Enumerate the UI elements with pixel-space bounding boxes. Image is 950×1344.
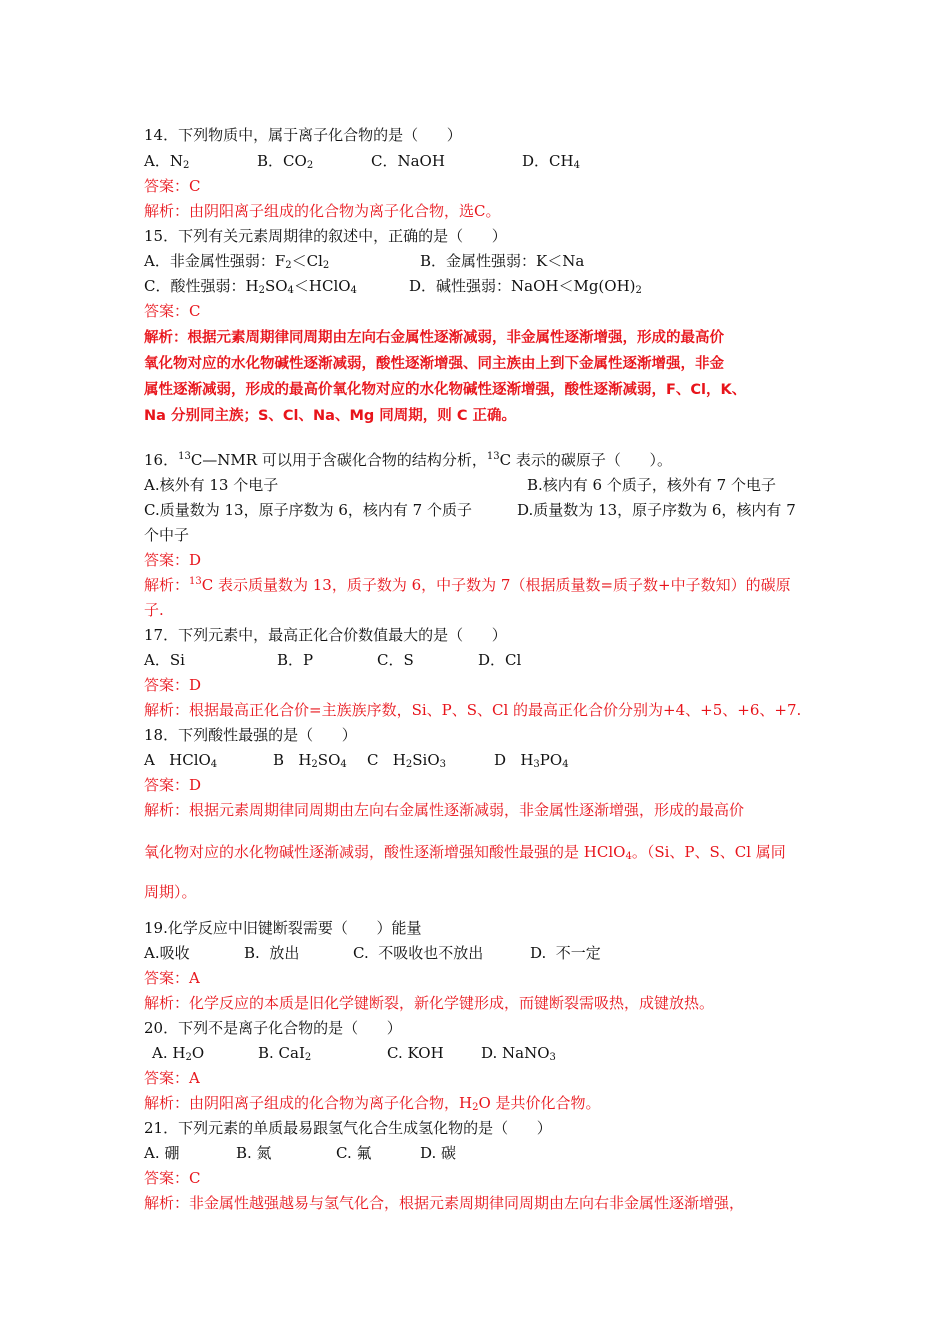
q14-option-a: A．$N_2$ [144,152,190,171]
question-21-stem: 21．下列元素的单质最易跟氢气化合生成氢化物的是（ ） [144,1119,552,1137]
q21-option-d: D. 碳 [420,1144,457,1162]
q14-option-c: C．NaOH [371,152,445,170]
question-15-stem: 15．下列有关元素周期律的叙述中，正确的是（ ） [144,227,507,245]
q15-option-d: D．碱性强弱：$NaOH<Mg(OH)_2$ [409,277,642,296]
q19-option-d: D. 不一定 [530,944,601,962]
q19-option-a: A.吸收 [144,944,190,962]
q19-answer: 答案：A [144,969,200,987]
q15-analysis-line-4: Na 分别同主族；S、Cl、Na、Mg 同周期，则 C 正确。 [144,408,517,424]
q21-analysis: 解析：非金属性越强越易与氢气化合，根据元素周期律同周期由左向右非金属性逐渐增强， [144,1194,745,1212]
q15-option-a: A．非金属性强弱：$F_2<Cl_2$ [144,252,330,271]
q21-answer: 答案：C [144,1169,201,1187]
q16-answer: 答案：D [144,551,202,569]
q21-option-c: C. 氟 [336,1144,372,1162]
q18-option-c: C $H_2SiO_3$ [367,751,446,770]
q19-analysis: 解析：化学反应的本质是旧化学键断裂，新化学键形成，而键断裂需吸热，成键放热。 [144,994,715,1012]
question-19-stem: 19.化学反应中旧键断裂需要（ ）能量 [144,919,422,937]
q17-option-d: D．Cl [478,651,522,669]
q18-analysis-line-3: 周期）。 [144,883,197,901]
q20-answer: 答案：A [144,1069,200,1087]
q20-option-c: C. KOH [387,1044,444,1062]
q15-analysis-line-2: 氧化物对应的水化物碱性逐渐减弱，酸性逐渐增强、同主族由上到下金属性逐渐增强，非金 [144,356,724,372]
q18-answer: 答案：D [144,776,202,794]
q14-answer: 答案：C [144,177,201,195]
q18-option-d: D $H_3PO_4$ [494,751,569,770]
q18-option-a: A HClO$_4$ [144,751,218,770]
q18-option-b: B $H_2SO_4$ [273,751,347,770]
q19-option-c: C. 不吸收也不放出 [353,944,484,962]
q16-option-b: B.核内有 6 个质子，核外有 7 个电子 [527,476,776,494]
question-17-stem: 17．下列元素中，最高正化合价数值最大的是（ ） [144,626,507,644]
q15-option-b: B．金属性强弱：K＜Na [420,252,585,270]
q15-analysis-line-3: 属性逐渐减弱，形成的最高价氧化物对应的水化物碱性逐渐增强，酸性逐渐减弱，F、Cl，K、 [144,382,747,398]
q20-analysis: 解析：由阴阳离子组成的化合物为离子化合物，$H_2O$ 是共价化合物。 [144,1094,601,1113]
q17-analysis: 解析：根据最高正化合价=主族族序数，Si、P、S、Cl 的最高正化合价分别为+4、+5、+6、+7. [144,701,802,719]
q16-option-d-continued: 个中子 [144,526,190,544]
q15-option-c: C．酸性强弱：$H_2SO_4<HClO_4$ [144,277,357,296]
q16-option-c: C.质量数为 13，原子序数为 6，核内有 7 个质子 [144,501,472,519]
question-16-stem: 16．$^{13}$C—NMR 可以用于含碳化合物的结构分析，$^{13}$C 表示的碳原子（ ）。 [144,451,672,469]
q19-option-b: B. 放出 [244,944,300,962]
q16-option-d: D.质量数为 13，原子序数为 6，核内有 7 [517,501,796,519]
question-18-stem: 18．下列酸性最强的是（ ） [144,726,357,744]
question-20-stem: 20．下列不是离子化合物的是（ ） [144,1019,402,1037]
question-14-stem: 14．下列物质中，属于离子化合物的是（ ） [144,126,462,144]
q21-option-b: B. 氮 [236,1144,272,1162]
q17-option-c: C．S [377,651,414,669]
q16-option-a: A.核外有 13 个电子 [144,476,279,494]
q17-option-b: B．P [277,651,314,669]
q15-analysis-line-1: 解析：根据元素周期律同周期由左向右金属性逐渐减弱，非金属性逐渐增强，形成的最高价 [144,330,724,346]
q20-option-d: D. NaNO$_3$ [481,1044,556,1063]
q20-option-b: B. CaI$_2$ [258,1044,312,1063]
q17-option-a: A．Si [144,651,185,669]
q16-analysis: 解析：$^{13}$C 表示质量数为 13，质子数为 6，中子数为 7（根据质量数=质子数+中子数知）的碳原 [144,576,791,594]
q18-analysis-line-1: 解析：根据元素周期律同周期由左向右金属性逐渐减弱，非金属性逐渐增强，形成的最高价 [144,801,745,819]
q21-option-a: A. 硼 [144,1144,180,1162]
q14-option-b: B．$CO_2$ [257,152,314,171]
q15-answer: 答案：C [144,302,201,320]
q20-option-a: A. $H_2O$ [152,1044,205,1063]
q17-answer: 答案：D [144,676,202,694]
q14-option-d: D．$CH_4$ [522,152,580,171]
q18-analysis-line-2: 氧化物对应的水化物碱性逐渐减弱，酸性逐渐增强知酸性最强的是 HClO$_4$。（Si、P、S、Cl 属同 [144,843,786,862]
q14-analysis: 解析：由阴阳离子组成的化合物为离子化合物，选C。 [144,202,501,220]
q16-analysis-continued: 子. [144,601,164,619]
